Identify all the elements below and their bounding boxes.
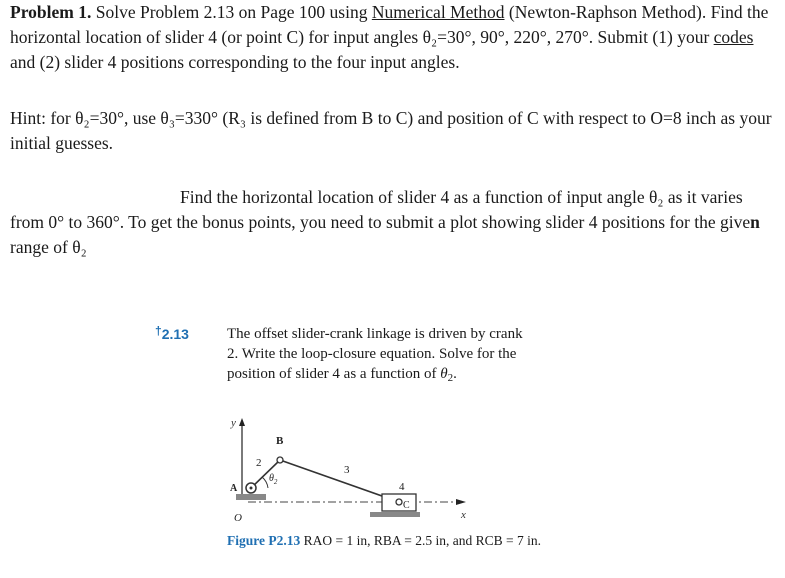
figure-caption-label: Figure P2.13	[227, 533, 301, 548]
codes-underlined: codes	[713, 27, 754, 47]
y-axis-label: y	[231, 417, 236, 429]
link-2-label: 2	[256, 457, 262, 469]
hint-paragraph	[10, 106, 775, 156]
bonus-text-b: range of θ₂	[10, 237, 87, 257]
problem-text-3: and (2) slider 4 positions corresponding to the four input angles.	[10, 52, 460, 72]
problem-text-2: (Newton-Raphson Method). Find the horizontal location of slider 4 (or point C) for input angles θ₂=30°, 90°, 220°, 270°. Submit (1) your	[10, 2, 769, 47]
bonus-bold-char: n	[750, 212, 760, 232]
origin-o-label: O	[234, 512, 242, 524]
slider-crank-figure	[224, 414, 474, 537]
numerical-method-link: Numerical Method	[371, 2, 505, 22]
problem-statement	[10, 0, 775, 75]
link-3-label: 3	[344, 464, 350, 476]
textbook-problem-number: †2.13	[155, 324, 189, 342]
point-c-label: C	[403, 500, 410, 511]
bonus-text-a: Find the horizontal location of slider 4 as a function of input angle θ₂ as it varies from 0° to 360°. To get the bonus points, you need to submit a plot showing slider 4 positions for the give	[10, 187, 751, 232]
figure-caption-text: RAO = 1 in, RBA = 2.5 in, and RCB = 7 in.	[300, 533, 541, 548]
point-b-label: B	[276, 435, 284, 447]
hint-text: Hint: for θ₂=30°, use θ₃=330° (R₃ is defined from B to C) and position of C with respect to O=8 inch as your initial guesses.	[10, 108, 772, 153]
problem-label: Problem 1.	[10, 2, 92, 22]
link-4-label: 4	[399, 481, 405, 493]
figure-caption	[227, 533, 541, 549]
theta-2-label: $\theta_2$	[269, 473, 278, 486]
bonus-paragraph	[10, 185, 775, 260]
x-axis-label: x	[461, 509, 466, 521]
point-a-label: A	[230, 483, 238, 494]
problem-text-1: Solve Problem 2.13 on Page 100 using	[91, 2, 372, 22]
textbook-problem-text: The offset slider-crank linkage is driven by crank 2. Write the loop-closure equation. Solve for the position of slider 4 as a function of $\theta_2$.	[227, 326, 523, 384]
